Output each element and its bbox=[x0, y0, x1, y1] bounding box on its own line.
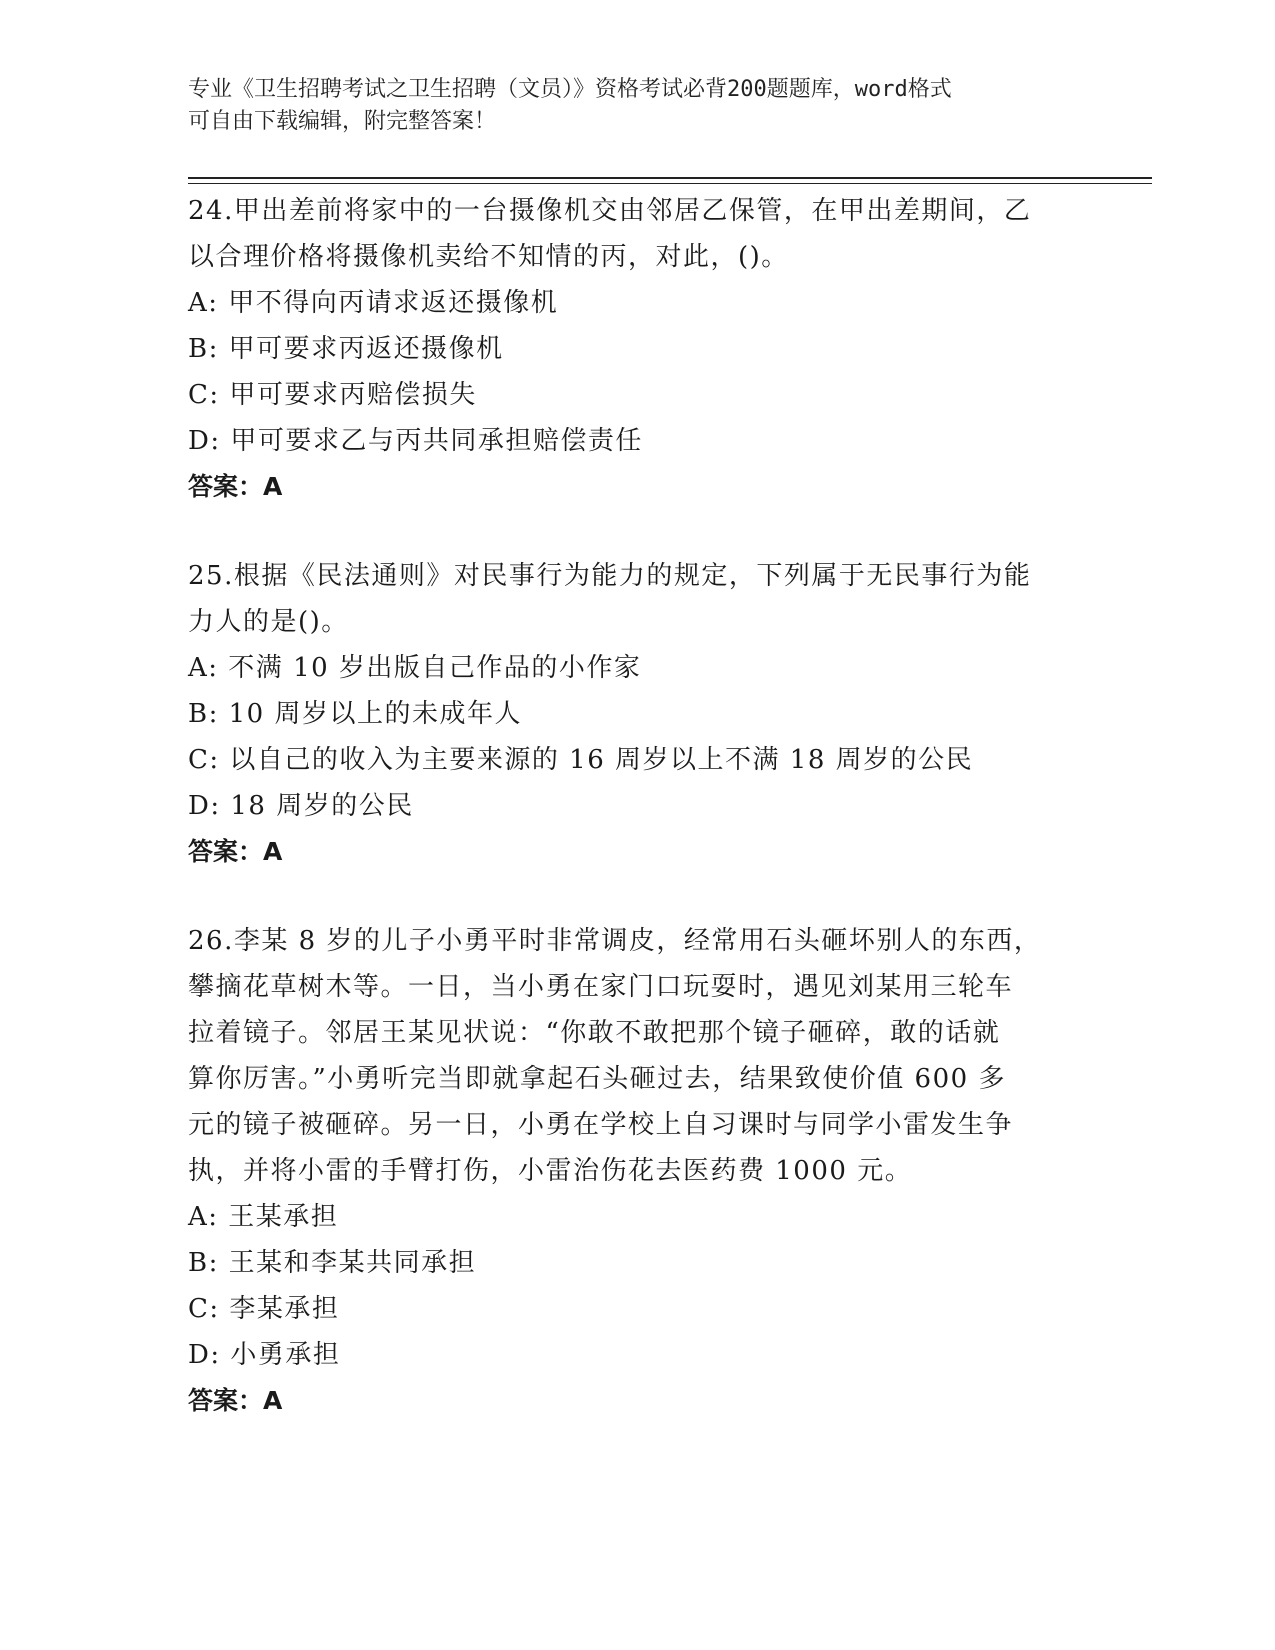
question-stem-line: 元的镜子被砸碎。另一日，小勇在学校上自习课时与同学小雷发生争 bbox=[188, 1110, 1014, 1140]
question-26 bbox=[188, 918, 1088, 1424]
option-c: C: 以自己的收入为主要来源的 16 周岁以上不满 18 周岁的公民 bbox=[188, 745, 974, 775]
option-b: B: 甲可要求丙返还摄像机 bbox=[188, 334, 504, 364]
question-stem-line: 24.甲出差前将家中的一台摄像机交由邻居乙保管，在甲出差期间，乙 bbox=[188, 196, 1032, 226]
question-stem-line: 算你厉害。”小勇听完当即就拿起石头砸过去，结果致使价值 600 多 bbox=[188, 1064, 1006, 1094]
answer-label: 答案：A bbox=[188, 472, 283, 501]
answer-label: 答案：A bbox=[188, 837, 283, 866]
question-stem-line: 拉着镜子。邻居王某见状说：“你敢不敢把那个镜子砸碎，敢的话就 bbox=[188, 1018, 1001, 1048]
option-d: D: 18 周岁的公民 bbox=[188, 791, 414, 821]
option-c: C: 李某承担 bbox=[188, 1294, 340, 1324]
question-stem-line: 攀摘花草树木等。一日，当小勇在家门口玩耍时，遇见刘某用三轮车 bbox=[188, 972, 1014, 1002]
header-line-1: 专业《卫生招聘考试之卫生招聘（文员）》资格考试必背200题题库，word格式 bbox=[188, 77, 952, 102]
question-25 bbox=[188, 553, 1088, 875]
option-a: A: 甲不得向丙请求返还摄像机 bbox=[188, 288, 559, 318]
question-stem-line: 力人的是()。 bbox=[188, 607, 349, 637]
option-a: A: 王某承担 bbox=[188, 1202, 339, 1232]
question-stem bbox=[188, 553, 1088, 645]
option-b: B: 王某和李某共同承担 bbox=[188, 1248, 477, 1278]
option-d: D: 甲可要求乙与丙共同承担赔偿责任 bbox=[188, 426, 643, 456]
option-b: B: 10 周岁以上的未成年人 bbox=[188, 699, 522, 729]
question-stem-line: 25.根据《民法通则》对民事行为能力的规定，下列属于无民事行为能 bbox=[188, 561, 1032, 591]
header-divider bbox=[188, 177, 1152, 179]
header-divider-thin bbox=[188, 183, 1152, 184]
header-line-2: 可自由下载编辑，附完整答案！ bbox=[188, 109, 497, 134]
question-stem-line: 以合理价格将摄像机卖给不知情的丙，对此，()。 bbox=[188, 242, 789, 272]
question-stem bbox=[188, 918, 1088, 1194]
option-a: A: 不满 10 岁出版自己作品的小作家 bbox=[188, 653, 642, 683]
option-c: C: 甲可要求丙赔偿损失 bbox=[188, 380, 477, 410]
answer-label: 答案：A bbox=[188, 1386, 283, 1415]
question-24 bbox=[188, 188, 1088, 510]
option-d: D: 小勇承担 bbox=[188, 1340, 341, 1370]
document-header bbox=[188, 74, 1068, 138]
question-stem bbox=[188, 188, 1088, 280]
question-stem-line: 26.李某 8 岁的儿子小勇平时非常调皮，经常用石头砸坏别人的东西， bbox=[188, 926, 1042, 956]
question-stem-line: 执，并将小雷的手臂打伤，小雷治伤花去医药费 1000 元。 bbox=[188, 1156, 913, 1186]
